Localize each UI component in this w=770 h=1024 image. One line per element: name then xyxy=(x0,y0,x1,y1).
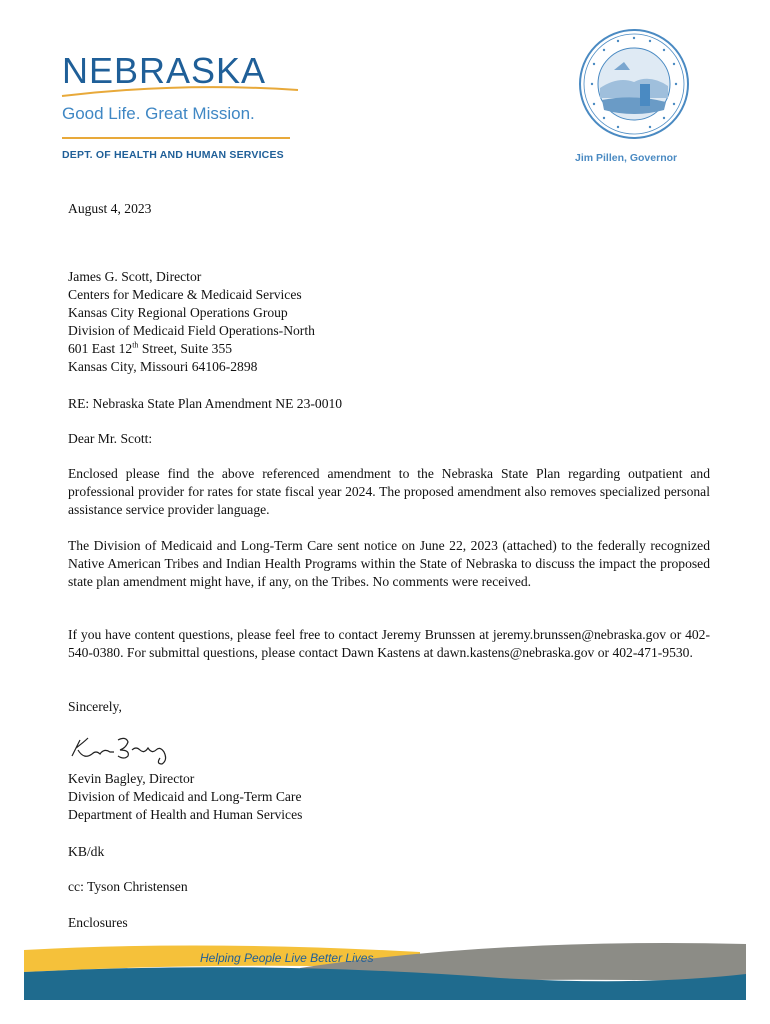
signer-name: Kevin Bagley, Director xyxy=(68,771,195,786)
paragraph-amendment: Enclosed please find the above referenced amendment to the Nebraska State Plan regarding outpatient and professional provider for rates for state fiscal year 2024. The proposed amendment also removes specialized personal assistance service provider language. xyxy=(68,466,710,517)
cc-line: cc: Tyson Christensen xyxy=(68,879,188,894)
signer-department: Department of Health and Human Services xyxy=(68,807,303,822)
street-number: 601 East 12 xyxy=(68,341,133,356)
salutation: Dear Mr. Scott: xyxy=(68,431,153,446)
recipient-name: James G. Scott, Director xyxy=(68,269,202,284)
governor-name: Jim Pillen, Governor xyxy=(575,152,678,164)
subject-line: RE: Nebraska State Plan Amendment NE 23-0010 xyxy=(68,396,343,411)
recipient-city: Kansas City, Missouri 64106-2898 xyxy=(68,359,258,374)
recipient-division: Division of Medicaid Field Operations-North xyxy=(68,323,315,338)
logo-wordmark: NEBRASKA xyxy=(62,50,267,91)
paragraph-contacts: If you have content questions, please feel free to contact Jeremy Brunssen at jeremy.brunssen@nebraska.gov or 402-540-0380. For submittal questions, please contact Dawn Kastens at dawn.kastens@nebraska.gov or 402-471-9530. xyxy=(68,627,710,660)
logo-swoosh-icon xyxy=(60,84,300,100)
closing: Sincerely, xyxy=(68,699,122,714)
paragraph-tribal-notice: The Division of Medicaid and Long-Term Care sent notice on June 22, 2023 (attached) to the federally recognized Native American Tribes and Indian Health Programs within the State of Nebraska to discuss the impact the proposed state plan amendment might have, if any, on the Tribes. No comments were received. xyxy=(68,538,710,589)
state-seal-icon xyxy=(578,28,690,140)
initials: KB/dk xyxy=(68,844,105,859)
recipient-street xyxy=(68,340,232,358)
department-name: DEPT. OF HEALTH AND HUMAN SERVICES xyxy=(62,149,284,161)
recipient-org: Centers for Medicare & Medicaid Services xyxy=(68,287,302,302)
street-ordinal: th xyxy=(132,340,139,350)
letter-date: August 4, 2023 xyxy=(68,201,152,216)
enclosures: Enclosures xyxy=(68,915,128,930)
footer-slogan: Helping People Live Better Lives xyxy=(200,951,374,965)
recipient-group: Kansas City Regional Operations Group xyxy=(68,305,288,320)
logo-divider xyxy=(62,137,290,139)
street-rest: Street, Suite 355 xyxy=(138,341,233,356)
signer-division: Division of Medicaid and Long-Term Care xyxy=(68,789,302,804)
signature-icon xyxy=(66,730,186,770)
footer-wave-graphic xyxy=(0,938,770,1008)
logo-tagline: Good Life. Great Mission. xyxy=(62,104,255,123)
